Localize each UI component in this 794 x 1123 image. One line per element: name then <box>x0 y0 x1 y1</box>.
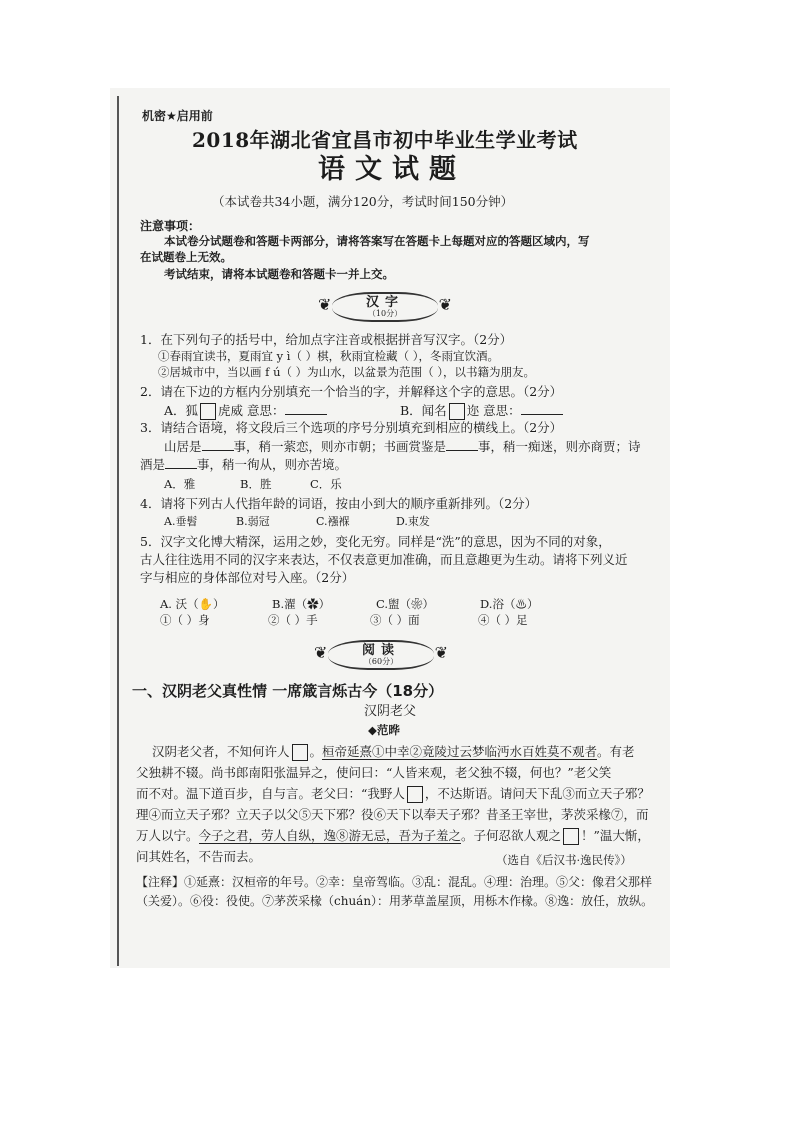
q1-stem: 1．在下列句子的括号中，给加点字注音或根据拼音写汉字。（2分） <box>140 332 513 347</box>
q5-option-label: A. 沃（ <box>160 597 199 611</box>
q3-text: 事，稍一萦恋，则亦市朝；书画赏鉴是 <box>233 439 447 454</box>
bathing-icon: ♨ <box>515 597 527 611</box>
q3-text: 事，稍一徇从，则亦苦境。 <box>197 457 348 472</box>
q2-b-suffix: 迩 意思： <box>466 403 521 418</box>
passage-text: 万人以宁。 <box>136 828 199 843</box>
punctuation-box[interactable] <box>292 744 308 761</box>
q5-stem-3: 字与相应的身体部位对号入座。（2分） <box>140 570 355 585</box>
notice-line-1: 本试卷分试题卷和答题卡两部分，请将答案写在答题卡上每题对应的答题区域内，写 <box>164 234 590 248</box>
q1-sentence-1: ①春雨宜读书，夏雨宜 y ì（ ）棋，秋雨宜检藏（ ），冬雨宜饮酒。 <box>158 349 500 363</box>
underlined-sentence: 今子之君，劳人自纵，逸⑧游无忌，吾为子羞之 <box>198 828 462 843</box>
q2-b-prefix: B．闻名 <box>400 403 447 418</box>
section-points: （60分） <box>363 657 399 666</box>
q5-option-c <box>376 596 434 612</box>
q5-option-close: ） <box>212 597 225 611</box>
q4-option-a: A.垂髫 <box>164 515 198 528</box>
notice-heading: 注意事项： <box>140 219 201 233</box>
punctuation-box[interactable] <box>563 828 579 845</box>
q2-option-b <box>400 402 563 420</box>
q2-stem: 2．请在下边的方框内分别填充一个恰当的字，并解释这个字的意思。（2分） <box>140 384 563 399</box>
foot-washing-icon: ✿ <box>307 597 319 611</box>
punctuation-box[interactable] <box>407 786 423 803</box>
q4-option-d: D.束发 <box>396 515 430 528</box>
secret-mark: 机密★启用前 <box>142 109 213 123</box>
q1-sentence-2: ②居城市中，当以画 f ú（ ）为山水，以盆景为范围（ ），以书籍为朋友。 <box>158 365 536 379</box>
paper-edge <box>117 96 119 966</box>
q3-text: 山居是 <box>164 439 202 454</box>
passage-text: 汉阴老父者，不知何许人 <box>152 744 290 759</box>
q5-option-close: ） <box>422 597 435 611</box>
answer-blank[interactable] <box>285 402 327 415</box>
section-banner-reading <box>314 640 448 670</box>
q5-option-close: ） <box>526 597 539 611</box>
notice-line-3: 考试结束，请将本试题卷和答题卡一并上交。 <box>164 267 394 281</box>
passage-text: 。子何忍欲人观之 <box>461 828 562 843</box>
q5-option-label: D.浴（ <box>480 597 516 611</box>
exam-title: 2018年湖北省宜昌市初中毕业生学业考试 <box>192 128 578 152</box>
water-hand-icon: ✋ <box>198 597 213 611</box>
q3-passage-1 <box>164 438 641 455</box>
passage-line-2: 父独耕不辍。尚书郎南阳张温异之，使问曰：“人皆来观，老父独不辍，何也？”老父笑 <box>136 765 612 780</box>
q3-passage-2 <box>140 456 347 473</box>
section-label: 汉字 <box>365 295 404 310</box>
annotation-line-2: （关爱）。⑥役：役使。⑦茅茨采椽（chuán）：用茅草盖屋顶，用栎木作椽。⑧逸：放任，放纵。 <box>136 894 654 908</box>
passage-text: 而不对。温下道百步，自与言。老父曰：“我野人 <box>136 786 405 801</box>
part1-heading: 一、汉阴老父真性情 一席箴言烁古今（18分） <box>132 682 444 700</box>
q4-option-c: C.襁褓 <box>316 515 350 528</box>
passage-text: ，不达斯语。请问天下乱③而立天子邪？ <box>424 786 650 801</box>
q5-body-part-3: ③（ ）面 <box>370 613 420 627</box>
passage-line-1 <box>152 744 635 761</box>
passage-source: （选自《后汉书·逸民传》） <box>496 853 632 867</box>
underlined-sentence: 桓帝延熹①中幸②竟陵过云梦临沔水百姓莫不观者 <box>322 744 598 759</box>
q3-text: 酒是 <box>140 457 166 472</box>
q5-body-part-2: ②（ ）手 <box>268 613 318 627</box>
section-points: （10分） <box>367 309 403 318</box>
passage-text: ！”温大惭， <box>581 828 650 843</box>
face-washing-icon: ❀ <box>411 597 423 611</box>
section-banner-hanzi <box>318 292 452 322</box>
answer-blank[interactable] <box>202 438 234 451</box>
q5-body-part-1: ①（ ）身 <box>160 613 210 627</box>
passage-text: 。 <box>309 744 323 759</box>
fill-box[interactable] <box>200 403 216 420</box>
q2-option-a <box>164 402 327 420</box>
q3-option-b: B．胜 <box>240 477 272 491</box>
passage-line-5 <box>136 828 650 845</box>
q3-option-c: C．乐 <box>310 477 342 491</box>
subject-title: 语文试题 <box>318 154 466 185</box>
exam-info: （本试卷共34小题，满分120分，考试时间150分钟） <box>212 194 514 209</box>
q5-option-b <box>272 596 330 612</box>
q5-stem-1: 5．汉字文化博大精深，运用之妙，变化无穷。同样是“洗”的意思，因为不同的对象， <box>140 534 611 549</box>
scroll-ornament-icon: ❦ <box>434 643 448 662</box>
scroll-ornament-icon: ❦ <box>314 643 328 662</box>
notice-line-2: 在试题卷上无效。 <box>140 250 232 264</box>
q5-option-a <box>160 596 224 612</box>
q4-stem: 4．请将下列古人代指年龄的词语，按由小到大的顺序重新排列。（2分） <box>140 496 538 511</box>
q2-a-suffix: 虎威 意思： <box>218 403 285 418</box>
passage-line-4: 理④而立天子邪？立天子以父⑤天下邪？役⑥天下以奉天子邪？昔圣王宰世，茅茨采椽⑦，而 <box>136 807 649 822</box>
answer-blank[interactable] <box>521 402 563 415</box>
q2-a-prefix: A．狐 <box>164 403 199 418</box>
passage-text: 。有老 <box>597 744 635 759</box>
q5-stem-2: 古人往往选用不同的汉字来表达，不仅表意更加准确，而且意趣更为生动。请将下列义近 <box>140 552 628 567</box>
answer-blank[interactable] <box>165 456 197 469</box>
text-author: ◆范晔 <box>368 723 400 737</box>
q5-body-part-4: ④（ ）足 <box>478 613 528 627</box>
annotation-line-1: 【注释】①延熹：汉桓帝的年号。②幸：皇帝驾临。③乱：混乱。④理：治理。⑤父：像君父那样 <box>136 875 653 889</box>
answer-blank[interactable] <box>446 438 478 451</box>
scroll-ornament-icon: ❦ <box>318 295 332 314</box>
q5-option-label: C.盥（ <box>376 597 412 611</box>
fill-box[interactable] <box>449 403 465 420</box>
section-label: 阅读 <box>361 643 400 658</box>
q4-option-b: B.弱冠 <box>236 515 270 528</box>
passage-line-6: 问其姓名，不告而去。 <box>136 849 262 864</box>
q5-option-label: B.濯（ <box>272 597 308 611</box>
q5-option-d <box>480 596 538 612</box>
scroll-ornament-icon: ❦ <box>438 295 452 314</box>
q3-stem: 3．请结合语境，将文段后三个选项的序号分别填充到相应的横线上。（2分） <box>140 420 563 435</box>
q3-text: 事，稍一痴迷，则亦商贾；诗 <box>478 439 641 454</box>
passage-line-3 <box>136 786 650 803</box>
q5-option-close: ） <box>318 597 331 611</box>
q3-option-a: A．雅 <box>164 477 196 491</box>
text-title: 汉阴老父 <box>364 704 417 719</box>
